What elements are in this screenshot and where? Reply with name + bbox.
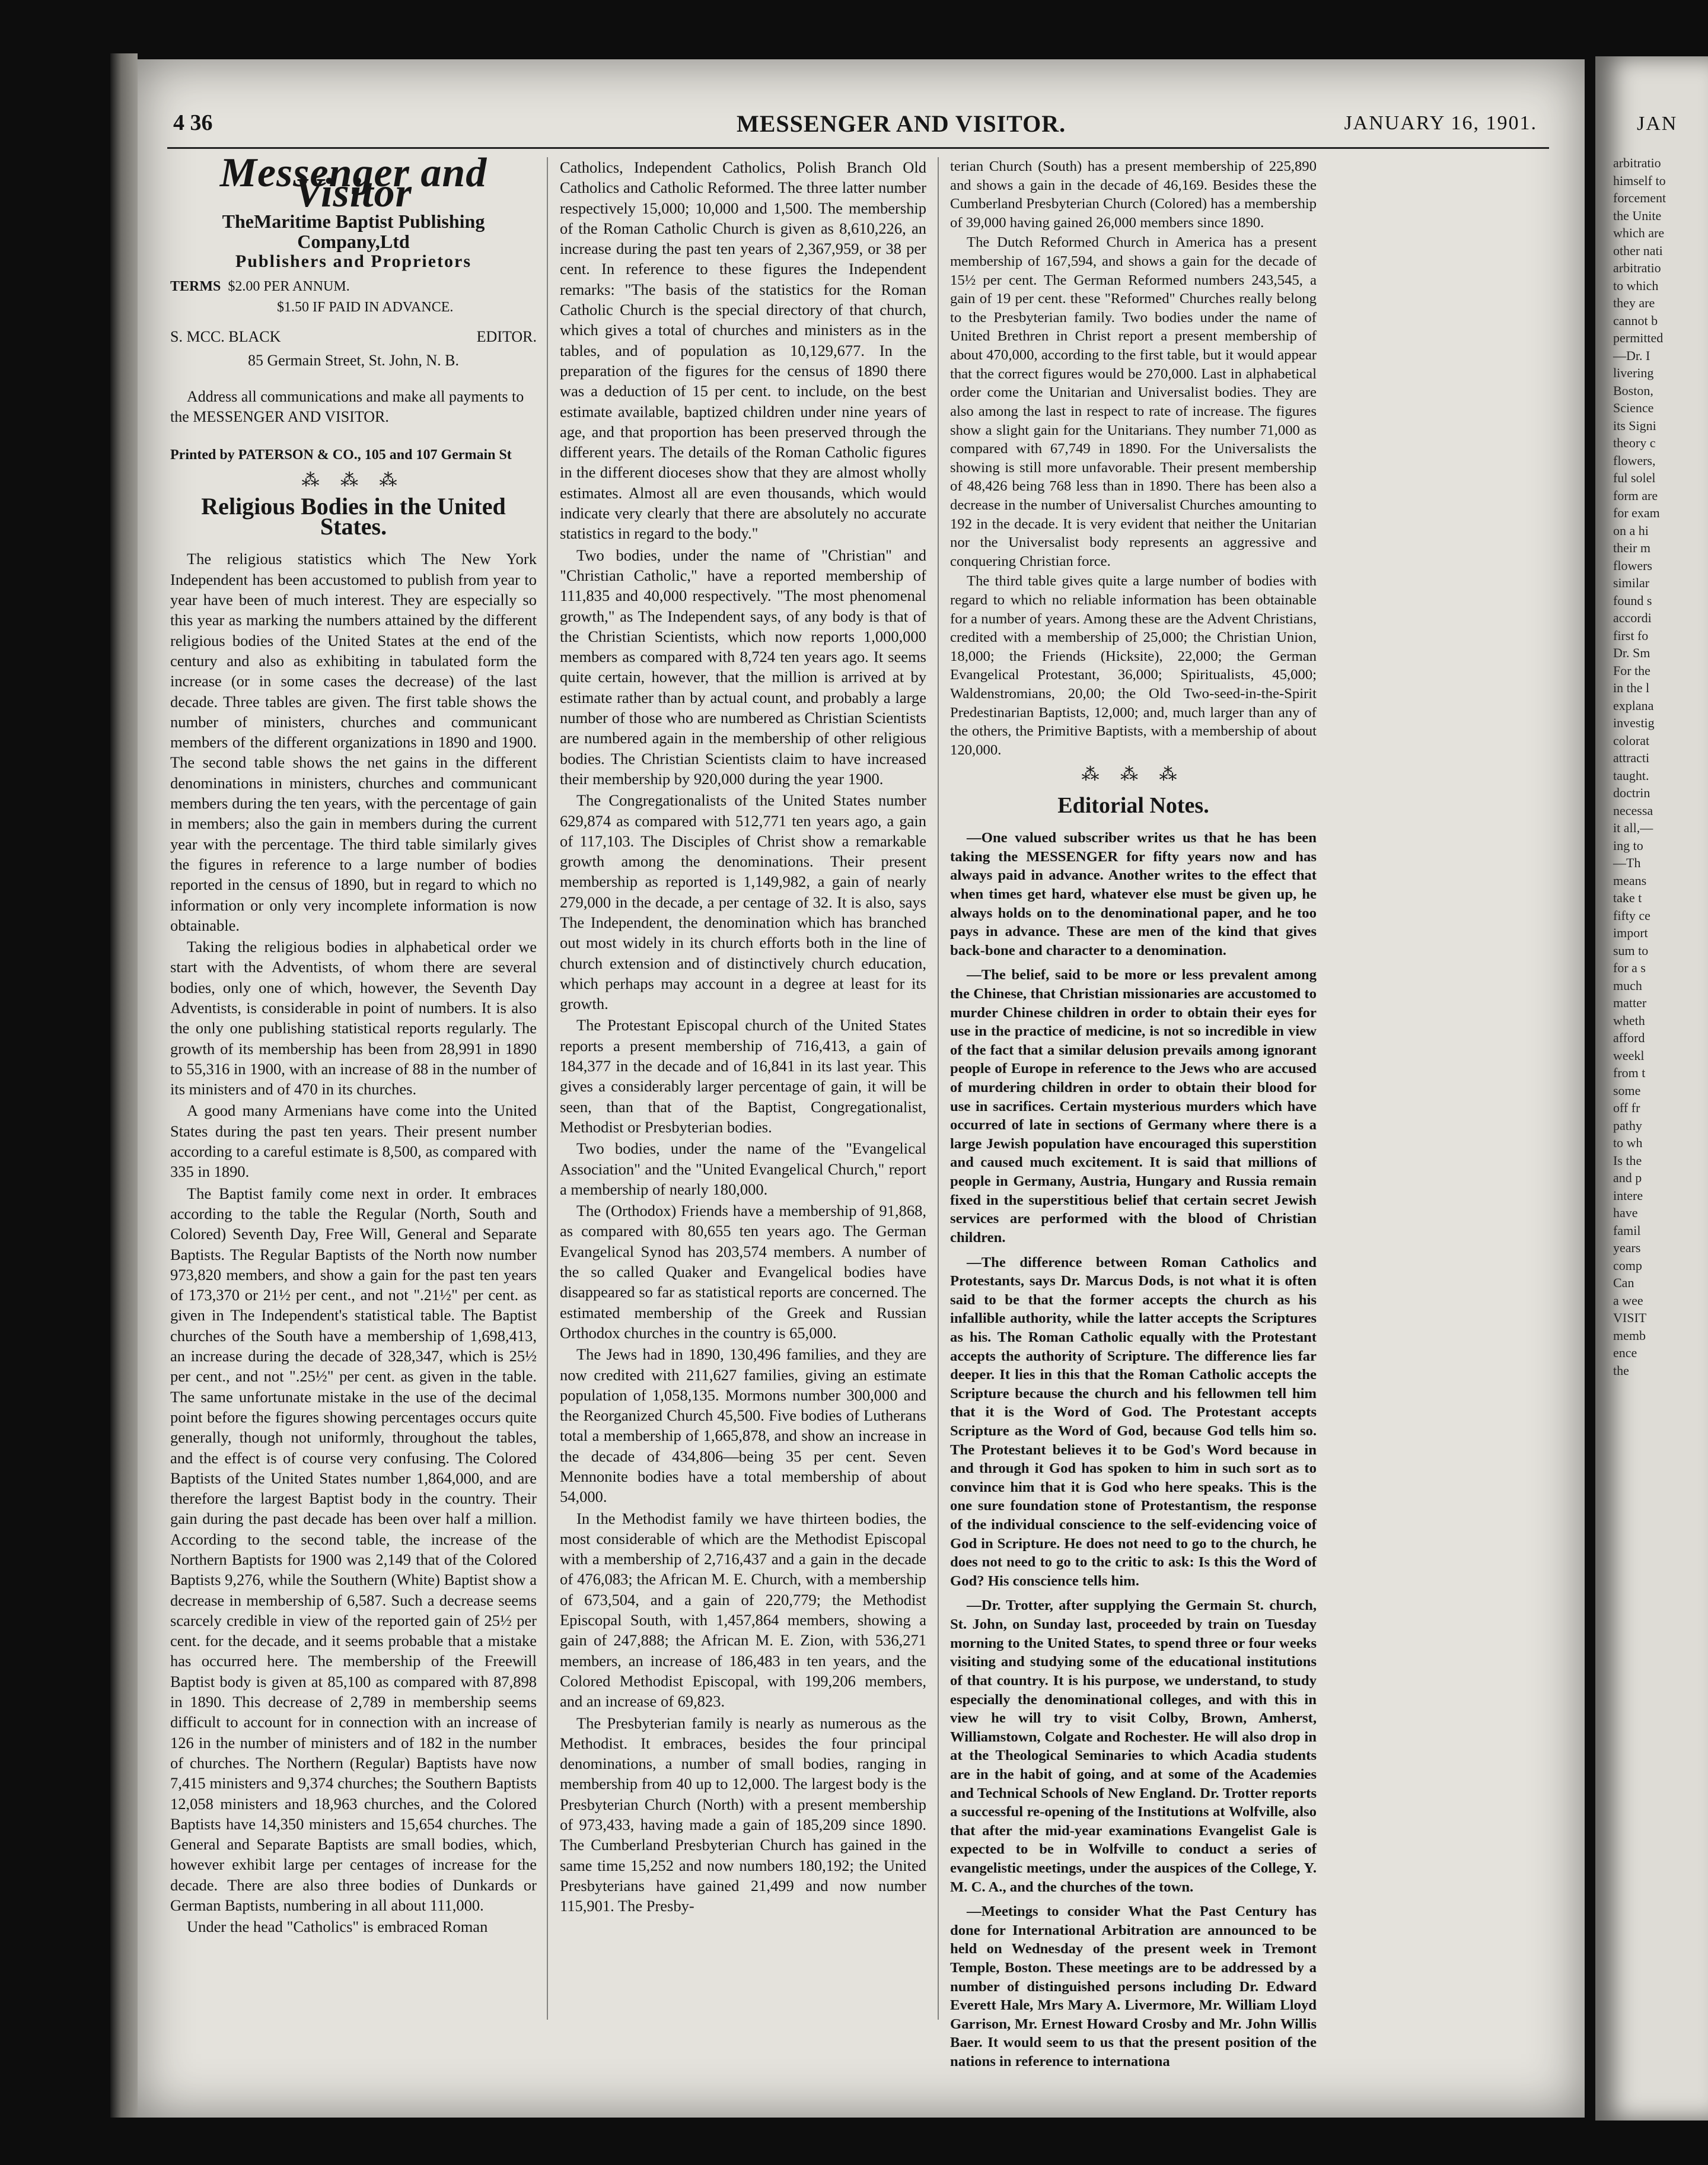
- editorial-note: —Dr. Trotter, after supplying the Germain St. church, St. John, on Sunday last, proceeded by train on Tuesday morning to the United States, to spend three or four weeks visiting and studying some of the educational institutions of that country. It is his purpose, we understand, to study especially the denominational colleges, and with this in view he will try to visit Colby, Brown, Amherst, Williamstown, Colgate and Rochester. He will also drop in at the Theological Seminaries to which Acadia students are in the habit of going, and at some of the Academies and Technical Schools of New England. Dr. Trotter reports a successful re-opening of the Institutions at Wolfville, also that after the mid-year examinations Evangelist Gale is expected to be in Wolfville to conduct a series of evangelistic meetings, under the auspices of the College, Y. M. C. A., and the churches of the town.: [950, 1597, 1317, 1895]
- article-paragraph: The Jews had in 1890, 130,496 families, and they are now credited with 211,627 families, giving an estimate population of 1,058,135. Mormons number 300,000 and the Reorganized Church 45,500. Five bodies of Lutherans total a membership of 1,665,878, and show an increase in the decade of 434,806—being 35 per cent. Seven Mennonite bodies have a total membership of about 54,000.: [560, 1345, 926, 1506]
- article-paragraph: The Dutch Reformed Church in America has a present membership of 167,594, and shows a gain for the decade of 15½ per cent. The German Reformed numbers 243,545, a gain of 19 per cent. these "Reformed" Churches really belong to the Presbyterian family. Two bodies under the name of United Brethren in Christ report a present membership of about 470,000, according to the first table, but it would appear that the correct figures would be 270,000. Last in alphabetical order come the Unitarian and Universalist bodies. They are also among the last in respect to rate of increase. The figures show a slight gain for the Unitarians. They number 71,000 as compared with 67,749 in 1890. For the Universalists the showing is still more unfavorable. Their present membership of 48,426 being 768 less than in 1890. There has been also a decrease in the number of Universalist Churches amounting to 192 in the decade. It is very evident that neither the Unitarian nor the Universalist body represents an aggressive and conquering Christian force.: [950, 234, 1317, 569]
- article-paragraph: Two bodies, under the name of the "Evangelical Association" and the "United Evangelical Church," report a membership of nearly 180,000.: [560, 1139, 926, 1198]
- next-page-line: on a hi: [1613, 523, 1649, 538]
- next-page-line: explana: [1613, 698, 1654, 713]
- article-paragraph: Taking the religious bodies in alphabetical order we start with the Adventists, of whom there are several bodies, only one of which, however, the Seventh Day Adventists, is considerable in point of numbers. It is also the only one publishing statistical reports regularly. The growth of its membership has been from 28,991 in 1890 to 55,316 in 1900, with an increase of 88 in the number of its ministers and of 470 in its churches.: [170, 938, 537, 1099]
- next-page-line: —Th: [1613, 855, 1641, 870]
- next-page-line: weekl: [1613, 1048, 1645, 1063]
- next-page-line: years: [1613, 1240, 1641, 1255]
- section-ornament: ⁂ ⁂ ⁂: [1081, 764, 1186, 784]
- next-page-line: cannot b: [1613, 313, 1658, 328]
- column-divider: [547, 157, 548, 2020]
- issue-date: JANUARY 16, 1901.: [1344, 112, 1537, 134]
- next-page-line: some: [1613, 1082, 1641, 1098]
- next-page-line: the: [1613, 1362, 1629, 1378]
- terms-annual: $2.00 PER ANNUM.: [228, 279, 350, 295]
- article-paragraph: The religious statistics which The New York Independent has been accustomed to publish from year to year have been of much interest. They are especially so this year as marking the numbers attained by the different religious bodies of the United States at the end of the century and also as exhibiting in tabulated form the increase (or in some cases the decrease) of the last decade. Three tables are given. The first table shows the number of ministers, churches and communicant members of the different organizations in 1890 and 1900. The second table shows the net gains in the different denominations in ministers, churches and communicant members during the ten years, with the percentage of gain in members; also the gain in members during the current year with the percentage. The third table similarly gives the figures in reference to a large number of bodies reported in the census of 1890, but in regard to which no information or only very incomplete information is now obtainable.: [170, 550, 537, 934]
- next-page-line: attracti: [1613, 750, 1650, 765]
- next-page-text: [1613, 154, 1708, 1379]
- next-page-line: they are: [1613, 295, 1655, 310]
- editorial-note: —The difference between Roman Catholics and Protestants, says Dr. Marcus Dods, is not what it is often said to be that the former accepts the church as his infallible authority, while the latter accepts the Scriptures as his. The Roman Catholic equally with the Protestant accepts the authority of Scripture. The difference lies far deeper. It lies in this that the Roman Catholic accepts the Scripture because the church and his fellowmen tell him that it is the Word of God. The Protestant accepts Scripture as the Word of God, because God tells him so. The Protestant believes it to be God's Word because in and through it God has spoken to him in such sort as to convince him that it is God who here speaks. This is the one sure foundation stone of Protestantism, the response of the individual conscience to the self-evidencing voice of God in Scripture. He does not need to go to the church, he does not need to go to the critic to ask: Is this the Word of God? His conscience tells him.: [950, 1254, 1317, 1589]
- next-page-line: pathy: [1613, 1117, 1642, 1133]
- next-page-line: Dr. Sm: [1613, 645, 1650, 660]
- next-page-line: wheth: [1613, 1013, 1645, 1028]
- section-ornament: ⁂ ⁂ ⁂: [301, 470, 406, 490]
- next-page-line: their m: [1613, 540, 1650, 555]
- next-page-line: means: [1613, 873, 1647, 888]
- address-note: Address all communications and make all payments to the MESSENGER AND VISITOR.: [170, 387, 524, 425]
- masthead-subtitle: Publishers and Proprietors: [235, 251, 472, 272]
- article-paragraph: Two bodies, under the name of "Christian" and "Christian Catholic," have a reported membership of 111,835 and 40,000 respectively. "The most phenomenal growth," as The Independent says, of any body is that of the Christian Scientists, which now reports 1,000,000 members as compared with 8,724 ten years ago. It seems quite certain, however, that the million is arrived at by estimate rather than by actual count, and probably a large number of those who are numbered as Christian Scientists are numbered again in the membership of other religious bodies. The Christian Scientists claim to have increased their membership by 920,000 during the year 1900.: [560, 546, 926, 788]
- page-number: 4 36: [173, 110, 213, 135]
- article-paragraph: In the Methodist family we have thirteen bodies, the most considerable of which are the Methodist Episcopal with a membership of 2,716,437 and a gain in the decade of 476,083; the African M. E. Church, with a membership of 673,504, and a gain of 220,779; the Methodist Episcopal South, with 1,457,864 members, showing a gain of 247,888; the African M. E. Zion, with 536,271 members, an increase of 186,483 in ten years, and the Colored Methodist Episcopal, with 199,206 members, and an increase of 69,823.: [560, 1509, 926, 1711]
- next-page-line: flowers,: [1613, 453, 1656, 468]
- next-page-line: Science: [1613, 400, 1654, 415]
- article-paragraph: The Protestant Episcopal church of the United States reports a present membership of 716,413, a gain of 184,377 in the decade and of 16,841 in its last year. This gives a considerably larger percentage of gain, it will be seen, than that of the Baptist, Congregationalist, Methodist or Presbyterian bodies.: [560, 1016, 926, 1136]
- next-page-line: the Unite: [1613, 208, 1662, 223]
- masthead: [170, 150, 537, 466]
- next-page-line: taught.: [1613, 768, 1649, 783]
- binding-edge: [110, 53, 138, 2118]
- next-page-line: intere: [1613, 1187, 1643, 1203]
- next-page-line: have: [1613, 1205, 1638, 1220]
- next-page-line: first fo: [1613, 628, 1649, 643]
- next-page-line: to wh: [1613, 1135, 1643, 1150]
- next-page-line: famil: [1613, 1222, 1641, 1238]
- next-page-line: investig: [1613, 715, 1655, 730]
- masthead-publisher: TheMaritime Baptist Publishing Company,Ltd: [222, 210, 485, 252]
- column-3: [950, 157, 1317, 2077]
- next-page-line: which are: [1613, 225, 1665, 240]
- next-page-line: import: [1613, 925, 1648, 940]
- next-page-line: arbitratio: [1613, 155, 1661, 170]
- article-paragraph: A good many Armenians have come into the United States during the past ten years. Their present number according to a careful estimate is 8,500, as compared with 335 in 1890.: [170, 1101, 537, 1181]
- article-paragraph: Catholics, Independent Catholics, Polish Branch Old Catholics and Catholic Reformed. The three latter number respectively 15,000; 10,000 and 1,500. The membership of the Roman Catholic Church is given as 8,610,226, an increase during the past ten years of 2,367,959, or 38 per cent. In reference to these figures the Independent remarks: "The basis of the statistics for the Roman Catholic Church is the special directory of that church, which gives a total of churches and ministers as in the tables, and of population as 10,129,677. In the preparation of the figures for the census of 1890 there was a deduction of 15 per cent. to include, on the best estimate available, baptized children under nine years of age, and that proportion has been preserved through the different years. The details of the Roman Catholic figures in the different dioceses show that they are almost wholly estimates. Almost all are even thousands, which would indicate very clearly that there are absolutely no accurate statistics in regard to the body.": [560, 158, 926, 543]
- next-page-line: For the: [1613, 663, 1650, 678]
- next-page-line: in the l: [1613, 680, 1650, 695]
- column-divider: [938, 157, 939, 2020]
- next-page-line: permitted: [1613, 330, 1664, 345]
- next-page-line: Can: [1613, 1275, 1634, 1290]
- next-page-line: doctrin: [1613, 785, 1650, 800]
- article-paragraph: The Congregationalists of the United States number 629,874 as compared with 512,771 ten years ago, a gain of 117,103. The Disciples of Christ show a remarkable growth among the denominations. Their present membership as reported is 1,149,982, a gain of nearly 279,000 in the decade, a per centage of 32. It is also, says The Independent, the denomination which has branched out most widely in its church efforts both in the line of church extension and of distinctively church education, which perhaps may account in a degree at least for its growth.: [560, 791, 926, 1013]
- next-page-line: for a s: [1613, 960, 1646, 975]
- editorial-note: —The belief, said to be more or less prevalent among the Chinese, that Christian missionaries are accustomed to murder Chinese children in order to obtain their eyes for use in the practice of medicine, is not so incredible in view of the fact that a similar delusion prevails among ignorant people of Europe in reference to the Jews who are accused of murdering children in order to obtain their blood for use in sacrifices. Certain mysterious murders which have occurred of late in sections of Germany where there is a large Jewish population have encouraged this superstition and caused much excitement. It is said that millions of people in Germany, Austria, Hungary and Russia remain fixed in the superstitious belief that certain secret Jewish services are performed with the blood of Christian children.: [950, 967, 1317, 1246]
- column-1: [170, 150, 537, 1938]
- next-page-line: from t: [1613, 1065, 1646, 1080]
- next-page-line: take t: [1613, 890, 1642, 905]
- next-page-line: off fr: [1613, 1100, 1640, 1115]
- article-paragraph: The Presbyterian family is nearly as numerous as the Methodist. It embraces, besides the four principal denominations, a number of small bodies, ranging in membership from 40 up to 12,000. The largest body is the Presbyterian Church (North) with a present membership of 973,433, having made a gain of 185,209 since 1890. The Cumberland Presbyterian Church has gained in the same time 15,252 and now numbers 180,192; the United Presbyterians have gained 21,499 and now number 115,901. The Presby-: [560, 1714, 926, 1915]
- newspaper-title: MESSENGER AND VISITOR.: [737, 110, 1066, 137]
- next-page-line: comp: [1613, 1257, 1642, 1273]
- next-page-line: it all,—: [1613, 820, 1653, 835]
- editorial-note: —One valued subscriber writes us that he has been taking the MESSENGER for fifty years now and has always paid in advance. Another writes to the effect that when times get hard, whatever else must be given up, he always holds on to the denominational paper, and he too pays in advance. These are men of the kind that gives back-bone and character to a denomination.: [950, 830, 1317, 959]
- editor-role: EDITOR.: [476, 328, 537, 346]
- next-page-line: a wee: [1613, 1292, 1643, 1308]
- next-page-line: theory c: [1613, 435, 1656, 450]
- page-header: [138, 110, 1585, 151]
- next-page-line: form are: [1613, 488, 1658, 503]
- terms-label: TERMS: [170, 279, 221, 295]
- newspaper-page: [138, 59, 1585, 2118]
- next-page-line: memb: [1613, 1327, 1646, 1343]
- article-paragraph: The Baptist family come next in order. It embraces according to the table the Regular (North, South and Colored) Seventh Day, Free Will, General and Separate Baptists. The Regular Baptists of the North now number 973,820 members, and show a gain for the past ten years of 173,370 or 21½ per cent., and not ".21½" per cent. as given in The Independent's statistical table. The Baptist churches of the South have a membership of 1,698,413, an increase during the decade of 328,347, which is 25½ per cent., and not ".25½" per cent. as given in the table. The same unfortunate mistake in the use of the decimal point before the figures showing percentages occurs quite generally, though not uniformly, throughout the tables, and the effect is of course very confusing. The Colored Baptists of the United States number 1,864,000, and are therefore the largest Baptist body in the country. Their gain during the past decade has been over half a million. According to the second table, the increase of the Northern Baptists for 1900 was 2,149 that of the Colored Baptists 9,276, while the Southern (White) Baptist show a decrease in membership of 6,587. Such a decrease seems scarcely credible in view of the reported gain of 25½ per cent. for the decade, and it seems probable that a mistake has occurred here. The membership of the Freewill Baptist body is given at 85,100 as compared with 87,898 in 1890. This decrease of 2,789 in membership seems difficult to account for in connection with an increase of 126 in the number of ministers and of 182 in the number of churches. The Northern (Regular) Baptists have now 7,415 ministers and 9,374 churches; the Southern Baptists 12,058 ministers and 18,963 churches, and the Colored Baptists have 14,350 ministers and 15,654 churches. The General and Separate Baptists are small bodies, which, however exhibit large per centages of increase for the decade. There are also three bodies of Dunkards or German Baptists, numbering in all about 111,000.: [170, 1184, 537, 1915]
- next-page-header: JAN: [1637, 113, 1678, 135]
- terms-advance: $1.50 IF PAID IN ADVANCE.: [277, 299, 454, 315]
- article-paragraph: The (Orthodox) Friends have a membership of 91,868, as compared with 80,655 ten years ago. The German Evangelical Synod has 203,574 members. A number of the so called Quaker and Evangelical bodies have disappeared so far as statistical reports are concerned. The estimated membership of the Greek and Russian Orthodox churches in the country is 65,000.: [560, 1202, 926, 1342]
- next-page-line: fifty ce: [1613, 908, 1650, 923]
- next-page-line: colorat: [1613, 733, 1650, 748]
- next-page-line: matter: [1613, 995, 1647, 1010]
- next-page-line: much: [1613, 978, 1642, 993]
- editor-line: [170, 327, 537, 347]
- next-page-line: ing to: [1613, 838, 1643, 853]
- next-page-line: necessa: [1613, 803, 1653, 818]
- next-page-line: to which: [1613, 278, 1659, 293]
- next-page-sliver: [1595, 56, 1708, 2121]
- next-page-line: arbitratio: [1613, 260, 1661, 275]
- masthead-title: Messenger and Visitor: [219, 150, 487, 216]
- article-paragraph: The third table gives quite a large number of bodies with regard to which no reliable information has been obtainable for a number of years. Among these are the Advent Christians, credited with a membership of 25,000; the Christian Union, 18,000; the Friends (Hicksite), 22,000; the German Evangelical Protestant, 36,000; Spiritualists, 45,000; Waldenstromians, 20,00; the Old Two-seed-in-the-Spirit Predestinarian Baptists, 12,000; and, much larger than any of the others, the Primitive Baptists, with a membership of about 120,000.: [950, 573, 1317, 758]
- next-page-line: ful solel: [1613, 470, 1656, 485]
- next-page-line: flowers: [1613, 558, 1652, 573]
- next-page-line: livering: [1613, 365, 1654, 380]
- next-page-line: VISIT: [1613, 1310, 1647, 1325]
- header-rule: [167, 147, 1549, 149]
- next-page-line: Boston,: [1613, 383, 1653, 398]
- next-page-line: accordi: [1613, 610, 1652, 625]
- next-page-line: other nati: [1613, 243, 1663, 258]
- next-page-line: and p: [1613, 1170, 1642, 1185]
- next-page-line: similar: [1613, 575, 1650, 590]
- printer-line: Printed by PATERSON & CO., 105 and 107 Germain St: [170, 447, 512, 463]
- next-page-line: —Dr. I: [1613, 348, 1650, 363]
- editorial-note: —Meetings to consider What the Past Century has done for International Arbitration are announced to be held on Wednesday of the present week in Tremont Temple, Boston. These meetings are to be addressed by a number of distinguished persons including Dr. Edward Everett Hale, Mrs Mary A. Livermore, Mr. William Lloyd Garrison, Mr. Ernest Howard Crosby and Mr. John Willis Baer. It would seem to us that the present position of the nations in reference to internationa: [950, 1903, 1317, 2070]
- article-title: Religious Bodies in the United States.: [201, 492, 506, 540]
- next-page-line: forcement: [1613, 190, 1666, 205]
- next-page-line: sum to: [1613, 943, 1649, 958]
- editorial-notes-title: Editorial Notes.: [1057, 792, 1209, 818]
- next-page-line: himself to: [1613, 173, 1666, 188]
- article-paragraph: terian Church (South) has a present membership of 225,890 and shows a gain in the decade of 46,169. Besides these the Cumberland Presbyterian Church (Colored) has a membership of 39,000 having gained 26,000 members since 1890.: [950, 158, 1317, 231]
- next-page-line: for exam: [1613, 505, 1660, 520]
- next-page-line: ence: [1613, 1345, 1637, 1360]
- editor-name: S. MCC. BLACK: [170, 328, 281, 346]
- next-page-line: afford: [1613, 1030, 1645, 1045]
- article-paragraph: Under the head "Catholics" is embraced Roman: [187, 1918, 488, 1936]
- subscription-terms: [170, 276, 537, 317]
- next-page-line: found s: [1613, 593, 1652, 608]
- next-page-line: Is the: [1613, 1152, 1642, 1168]
- column-2: [560, 157, 926, 1918]
- office-address: 85 Germain Street, St. John, N. B.: [247, 352, 460, 370]
- next-page-line: its Signi: [1613, 418, 1656, 433]
